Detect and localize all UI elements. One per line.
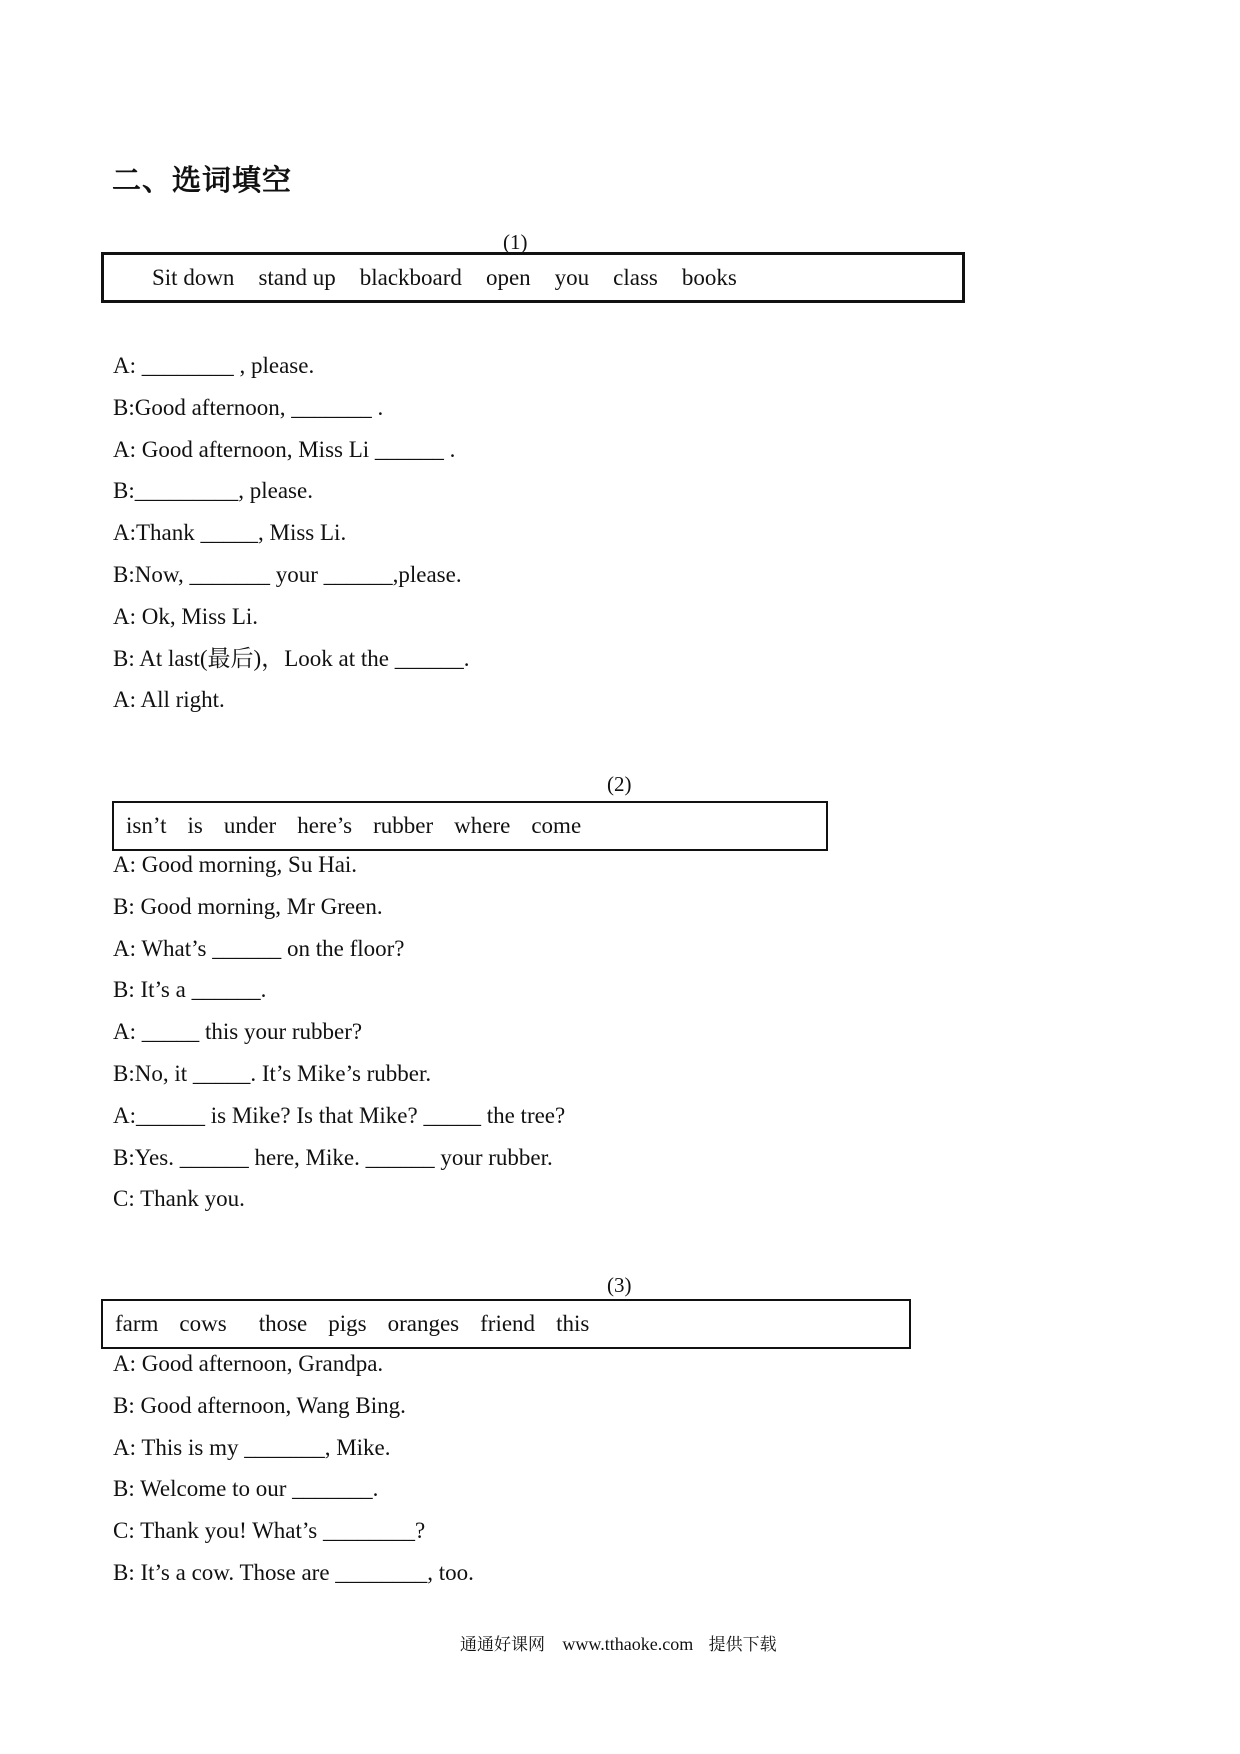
word-bank-item: under (223, 813, 277, 838)
dialogue-line: B: Good morning, Mr Green. (113, 893, 383, 919)
dialogue-line: A: This is my _______, Mike. (113, 1434, 391, 1460)
dialogue-line: B:Good afternoon, _______ . (113, 394, 384, 420)
word-bank-item: friend (480, 1311, 536, 1336)
word-bank-item: isn’t (126, 813, 167, 838)
section-2-dialogue (113, 844, 565, 1220)
dialogue-line: B: At last(最后)，Look at the ______. (113, 645, 470, 671)
dialogue-line: C: Thank you. (113, 1186, 245, 1212)
word-bank-item: come (531, 813, 582, 838)
word-bank-item: those (258, 1311, 308, 1336)
footer-suffix: 提供下载 (708, 1635, 777, 1655)
footer-url[interactable]: www.tthaoke.com (562, 1634, 694, 1654)
section-2-number: (2) (607, 772, 632, 796)
dialogue-line: A: Good afternoon, Grandpa. (113, 1351, 384, 1376)
footer-site-name: 通通好课网 (460, 1635, 545, 1655)
word-bank-item: this (556, 1311, 590, 1336)
dialogue-line: A: Good morning, Su Hai. (113, 852, 358, 877)
dialogue-line: A: Ok, Miss Li. (113, 603, 259, 629)
dialogue-line: B: It’s a cow. Those are ________, too. (113, 1559, 474, 1585)
dialogue-line: B:Now, _______ your ______,please. (113, 561, 462, 587)
word-bank-item: here’s (297, 813, 353, 838)
word-bank-item: you (554, 264, 590, 290)
dialogue-line: B: Good afternoon, Wang Bing. (113, 1392, 406, 1418)
word-bank-item: where (454, 813, 511, 838)
word-bank-item: is (187, 813, 203, 838)
section-3-number: (3) (607, 1273, 632, 1297)
section-3-dialogue (113, 1343, 474, 1594)
dialogue-line: A: _____ this your rubber? (113, 1019, 363, 1045)
dialogue-line: A: What’s ______ on the floor? (113, 935, 405, 961)
word-bank-item: open (485, 264, 531, 290)
word-bank-item: pigs (328, 1311, 367, 1336)
dialogue-line: A: Good afternoon, Miss Li ______ . (113, 436, 456, 462)
section-1-number: (1) (503, 230, 528, 254)
section-3-word-bank (101, 1299, 911, 1349)
word-bank-item: blackboard (359, 264, 462, 290)
dialogue-line: B: Welcome to our _______. (113, 1476, 379, 1502)
word-bank-item: oranges (387, 1311, 460, 1336)
dialogue-line: B:_________, please. (113, 478, 313, 504)
word-bank-item: class (613, 264, 658, 290)
section-1-word-bank (101, 252, 965, 303)
word-bank-item: books (681, 264, 737, 290)
dialogue-line: A: All right. (113, 687, 225, 713)
dialogue-line: A:______ is Mike? Is that Mike? _____ the tree? (113, 1102, 566, 1128)
dialogue-line: C: Thank you! What’s ________? (113, 1518, 426, 1544)
dialogue-line: B: It’s a ______. (113, 977, 267, 1003)
dialogue-line: A:Thank _____, Miss Li. (113, 520, 347, 546)
word-bank-item: rubber (373, 813, 434, 838)
dialogue-line: B:No, it _____. It’s Mike’s rubber. (113, 1060, 432, 1086)
word-bank-item: cows (179, 1311, 227, 1336)
dialogue-line: B:Yes. ______ here, Mike. ______ your rubber. (113, 1144, 553, 1170)
page-title: 二、选词填空 (112, 163, 293, 197)
word-bank-item: stand up (258, 264, 336, 290)
word-bank-item: Sit down (152, 264, 235, 290)
section-1-dialogue (113, 345, 469, 721)
dialogue-line: A: ________ , please. (113, 353, 315, 378)
word-bank-item: farm (115, 1311, 159, 1336)
